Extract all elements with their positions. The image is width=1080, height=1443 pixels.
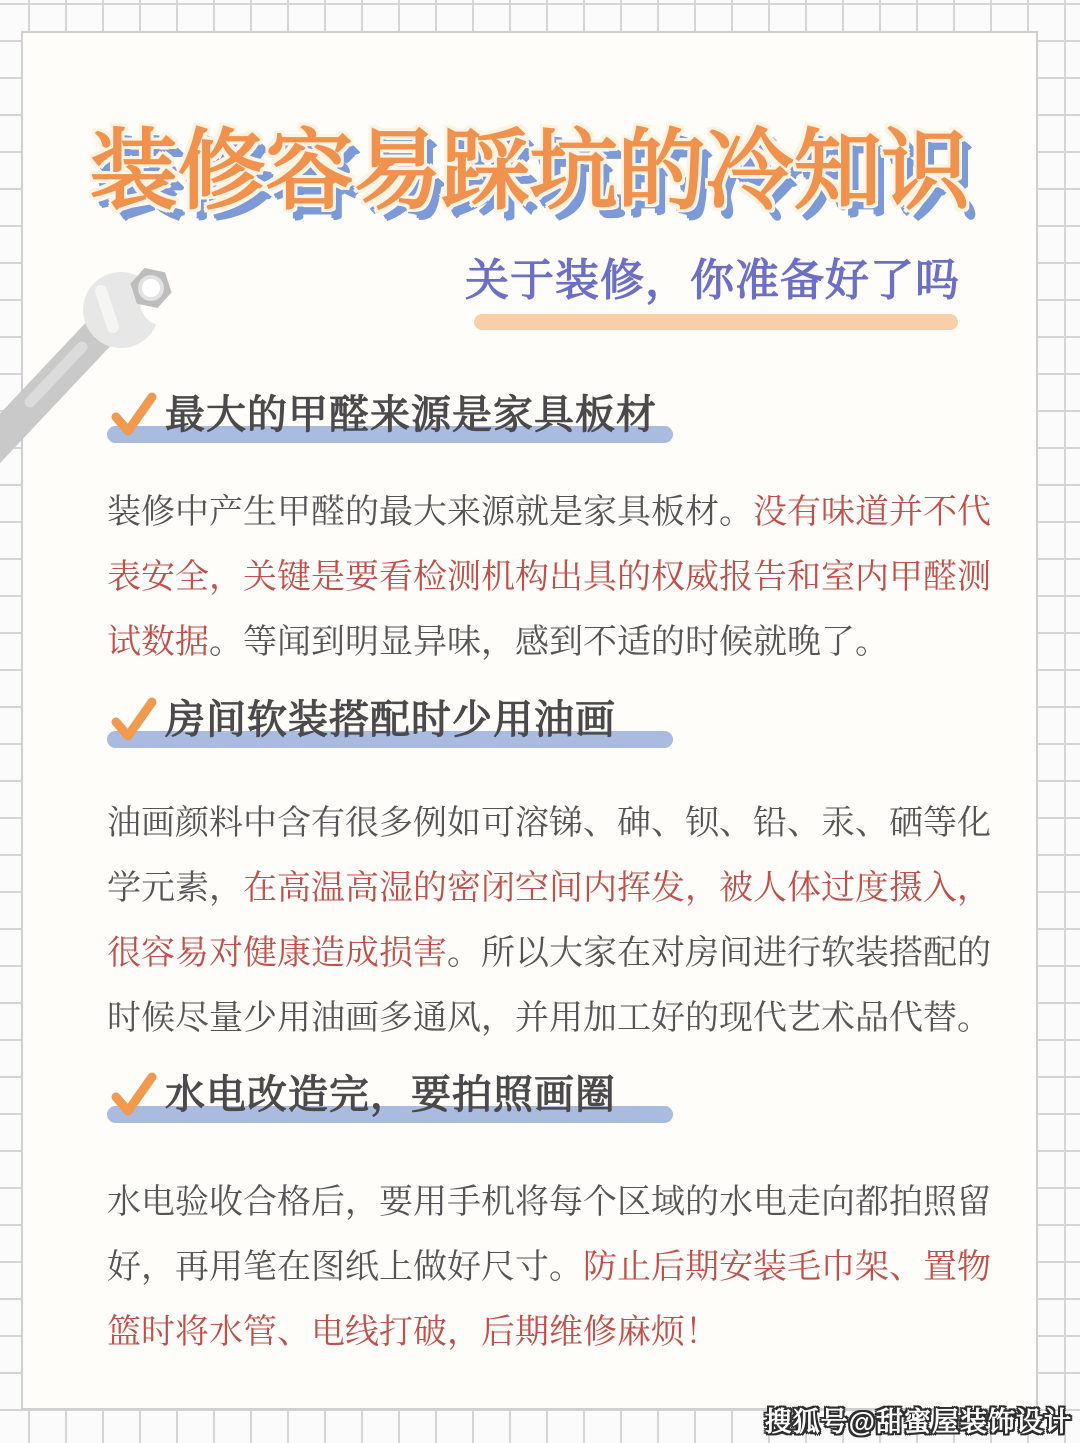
tip-paragraph xyxy=(107,480,997,675)
tip-heading: 水电改造完，要拍照画圈 xyxy=(165,1073,616,1117)
text-segment: 在高温高湿的密闭空间内挥发，被人体过度摄入，很容易对健康造成损害 xyxy=(107,869,991,972)
text-segment: 没有味道并不代表安全，关键是要看检测机构出具的权威报告和室内甲醛测试数据 xyxy=(107,493,991,661)
tip-heading-row xyxy=(107,695,997,747)
tip-section xyxy=(107,1070,997,1365)
tip-section xyxy=(107,390,997,675)
text-segment: 水电验收合格后，要用手机将每个区域的水电走向都拍照留好，再用笔在图纸上做好尺寸。 xyxy=(107,1183,991,1286)
text-segment: 。所以大家在对房间进行软装搭配的时候尽量少用油画多通风，并用加工好的现代艺术品代替。 xyxy=(107,934,991,1037)
poster-card xyxy=(21,31,1038,1410)
page-subtitle: 关于装修，你准备好了吗 xyxy=(465,256,960,305)
check-icon xyxy=(109,1070,157,1118)
check-icon xyxy=(109,390,157,438)
tip-heading: 最大的甲醛来源是家具板材 xyxy=(165,393,657,437)
tip-paragraph xyxy=(107,1170,997,1365)
tip-heading-row xyxy=(107,1070,997,1122)
tip-section xyxy=(107,695,997,1051)
check-icon xyxy=(109,695,157,743)
subtitle-underline xyxy=(474,314,958,330)
text-segment: 油画颜料中含有很多例如可溶锑、砷、钡、铅、汞、硒等化学元素， xyxy=(107,804,991,907)
text-segment: 装修中产生甲醛的最大来源就是家具板材。 xyxy=(107,493,753,531)
tip-heading: 房间软装搭配时少用油画 xyxy=(165,698,616,742)
text-segment: 。等闻到明显异味，感到不适的时候就晚了。 xyxy=(209,623,889,661)
page-title: 装修容易踩坑的冷知识 xyxy=(89,121,970,220)
tip-paragraph xyxy=(107,791,997,1051)
text-segment: 防止后期安装毛巾架、置物篮时将水管、电线打破，后期维修麻烦！ xyxy=(107,1248,991,1351)
watermark: 搜狐号@甜蜜屋装饰设计 xyxy=(764,1407,1072,1437)
tip-heading-row xyxy=(107,390,997,442)
